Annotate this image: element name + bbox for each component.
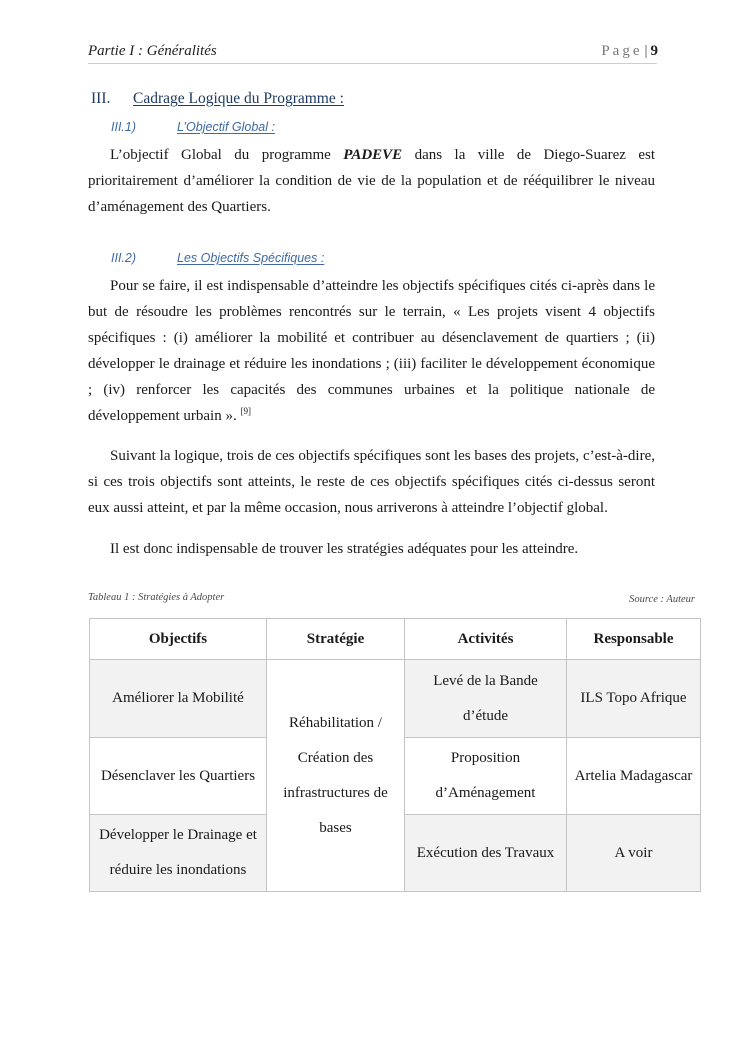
cell-objectif: Développer le Drainage et réduire les inondations xyxy=(90,815,267,892)
paragraph-objectifs-specifiques xyxy=(88,273,655,429)
cell-responsable: A voir xyxy=(567,815,701,892)
cell-activite: Exécution des Travaux xyxy=(405,815,567,892)
paragraph-text: dans la ville de Diego-Suarez est prioritairement d’améliorer la condition de vie de la population et de rééquilibrer le niveau d’aménagement des Quartiers. xyxy=(88,147,656,215)
paragraph-text: L’objectif Global du programme xyxy=(110,147,344,163)
column-header-responsable: Responsable xyxy=(567,619,701,660)
section-number: III. xyxy=(91,90,111,107)
header-page-indicator xyxy=(540,43,658,60)
paragraph-logique xyxy=(88,443,655,521)
cell-activite: Levé de la Bande d’étude xyxy=(405,660,567,738)
header-section-title: Partie I : Généralités xyxy=(88,43,217,59)
table-header-row xyxy=(90,619,701,660)
cell-responsable: ILS Topo Afrique xyxy=(567,660,701,738)
cell-objectif: Améliorer la Mobilité xyxy=(90,660,267,738)
column-header-strategie: Stratégie xyxy=(267,619,405,660)
subheading-title: L’Objectif Global : xyxy=(177,120,275,134)
table-source: Source : Auteur xyxy=(629,594,695,605)
table-caption: Tableau 1 : Stratégies à Adopter xyxy=(88,592,225,603)
cell-responsable: Artelia Madagascar xyxy=(567,738,701,815)
section-heading xyxy=(91,90,344,108)
subheading-objectif-global xyxy=(111,120,275,134)
paragraph-text: Suivant la logique, trois de ces objectifs spécifiques sont les bases des projets, c’est-à-dire, si ces trois objectifs sont atteints, le reste de ces objectifs spécifiques cités ci-dessus seront eux aussi atteint, et par la même occasion, nous arriverons à atteindre l’objectif global. xyxy=(88,448,655,516)
paragraph-strategies xyxy=(88,536,655,562)
cell-activite: Proposition d’Aménagement xyxy=(405,738,567,815)
subheading-title: Les Objectifs Spécifiques : xyxy=(177,251,325,265)
program-name: PADEVE xyxy=(343,147,403,163)
header-rule xyxy=(88,63,657,64)
paragraph-objectif-global xyxy=(88,142,655,220)
page-separator: | xyxy=(644,43,648,59)
paragraph-text: Il est donc indispensable de trouver les stratégies adéquates pour les atteindre. xyxy=(110,541,579,557)
reference-citation: [9] xyxy=(240,406,251,416)
subheading-objectifs-specifiques xyxy=(111,251,324,265)
column-header-activites: Activités xyxy=(405,619,567,660)
paragraph-text: Pour se faire, il est indispensable d’atteindre les objectifs spécifiques cités ci-après dans le but de résoudre les problèmes rencontrés sur le terrain, « Les projets visent 4 objectifs spécifiques : (i) améliorer la mobilité et contribuer au désenclavement de quartiers ; (ii) développer le drainage et réduire les inondations ; (iii) faciliter le développement économique ; (iv) renforcer les capacités des communes urbaines et la politique nationale de développement urbain ». xyxy=(88,278,655,424)
subheading-number: III.2) xyxy=(111,251,137,265)
cell-objectif: Désenclaver les Quartiers xyxy=(90,738,267,815)
cell-strategie: Réhabilitation / Création des infrastructures de bases xyxy=(267,660,405,892)
page-label: Page xyxy=(601,43,643,59)
table-row xyxy=(90,660,701,738)
page-number: 9 xyxy=(650,43,658,59)
section-title: Cadrage Logique du Programme : xyxy=(133,90,344,107)
column-header-objectifs: Objectifs xyxy=(90,619,267,660)
strategies-table xyxy=(89,618,701,892)
subheading-number: III.1) xyxy=(111,120,137,134)
